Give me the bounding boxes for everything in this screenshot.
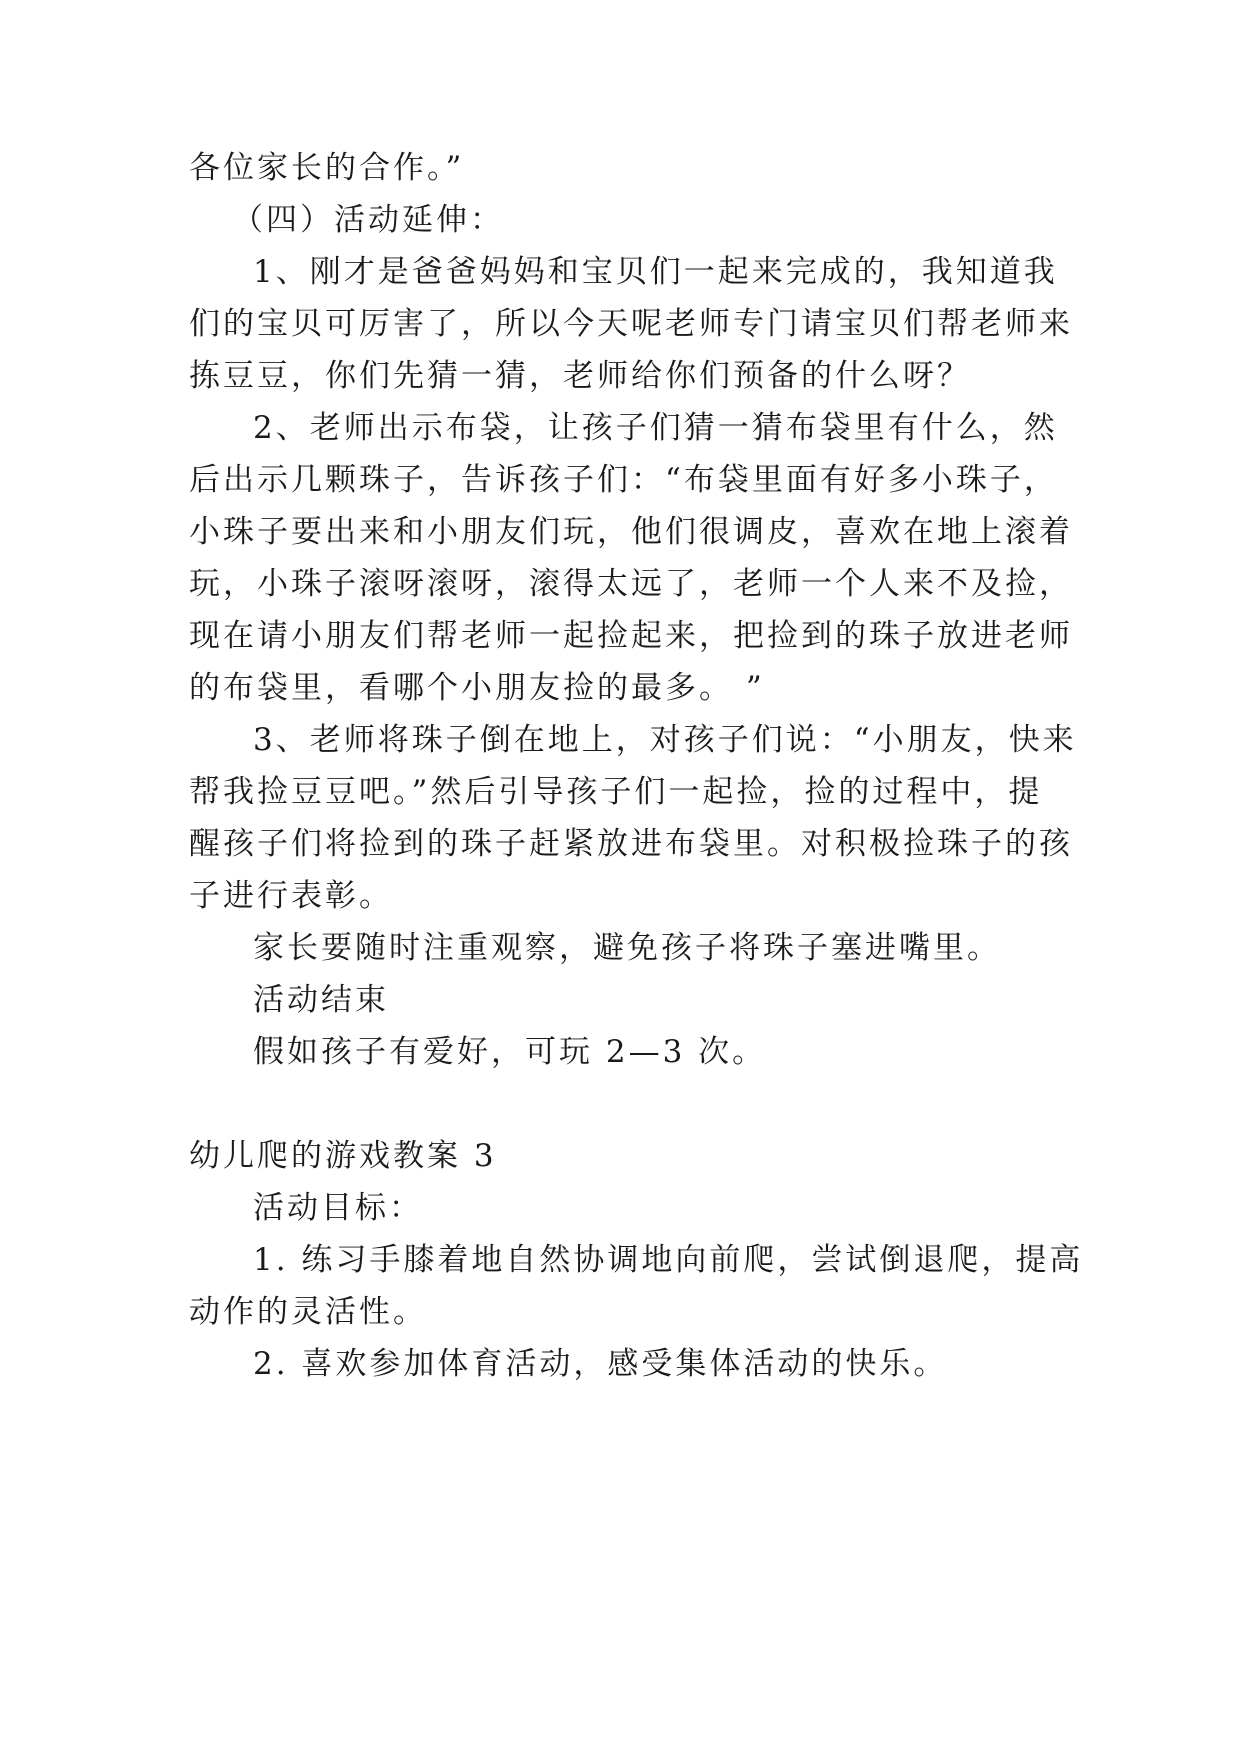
paragraph-line: 动作的灵活性。 [189,1294,427,1330]
paragraph-line: 2、老师出示布袋，让孩子们猜一猜布袋里有什么，然 [253,410,1058,446]
paragraph-line: 后出示几颗珠子，告诉孩子们：“布袋里面有好多小珠子， [189,462,1058,498]
paragraph-line: 玩，小珠子滚呀滚呀，滚得太远了，老师一个人来不及捡， [189,566,1073,602]
document-heading: 幼儿爬的游戏教案 3 [189,1138,497,1174]
paragraph-line: 帮我捡豆豆吧。”然后引导孩子们一起捡，捡的过程中，提 [189,774,1043,810]
paragraph-line: 活动目标： [253,1190,423,1226]
paragraph-line: 假如孩子有爱好，可玩 2—3 次。 [253,1034,767,1070]
paragraph-line: 拣豆豆，你们先猜一猜，老师给你们预备的什么呀？ [189,358,971,394]
paragraph-line: 的布袋里，看哪个小朋友捡的最多。 ” [189,670,765,706]
paragraph-line: 1、刚才是爸爸妈妈和宝贝们一起来完成的，我知道我 [253,254,1058,290]
paragraph-line: 各位家长的合作。” [189,150,465,186]
paragraph-line: 2. 喜欢参加体育活动，感受集体活动的快乐。 [253,1346,948,1382]
paragraph-line: 醒孩子们将捡到的珠子赶紧放进布袋里。对积极捡珠子的孩 [189,826,1073,862]
paragraph-line: 子进行表彰。 [189,878,393,914]
paragraph-line: 1. 练习手膝着地自然协调地向前爬，尝试倒退爬，提高 [253,1242,1084,1278]
paragraph-line: 现在请小朋友们帮老师一起捡起来，把捡到的珠子放进老师 [189,618,1073,654]
section-heading: （四）活动延伸： [232,202,504,238]
paragraph-line: 小珠子要出来和小朋友们玩，他们很调皮，喜欢在地上滚着 [189,514,1073,550]
paragraph-line: 们的宝贝可厉害了，所以今天呢老师专门请宝贝们帮老师来 [189,306,1073,342]
paragraph-line: 家长要随时注重观察，避免孩子将珠子塞进嘴里。 [253,930,1001,966]
paragraph-line: 活动结束 [253,982,389,1018]
paragraph-line: 3、老师将珠子倒在地上，对孩子们说：“小朋友，快来 [253,722,1077,758]
